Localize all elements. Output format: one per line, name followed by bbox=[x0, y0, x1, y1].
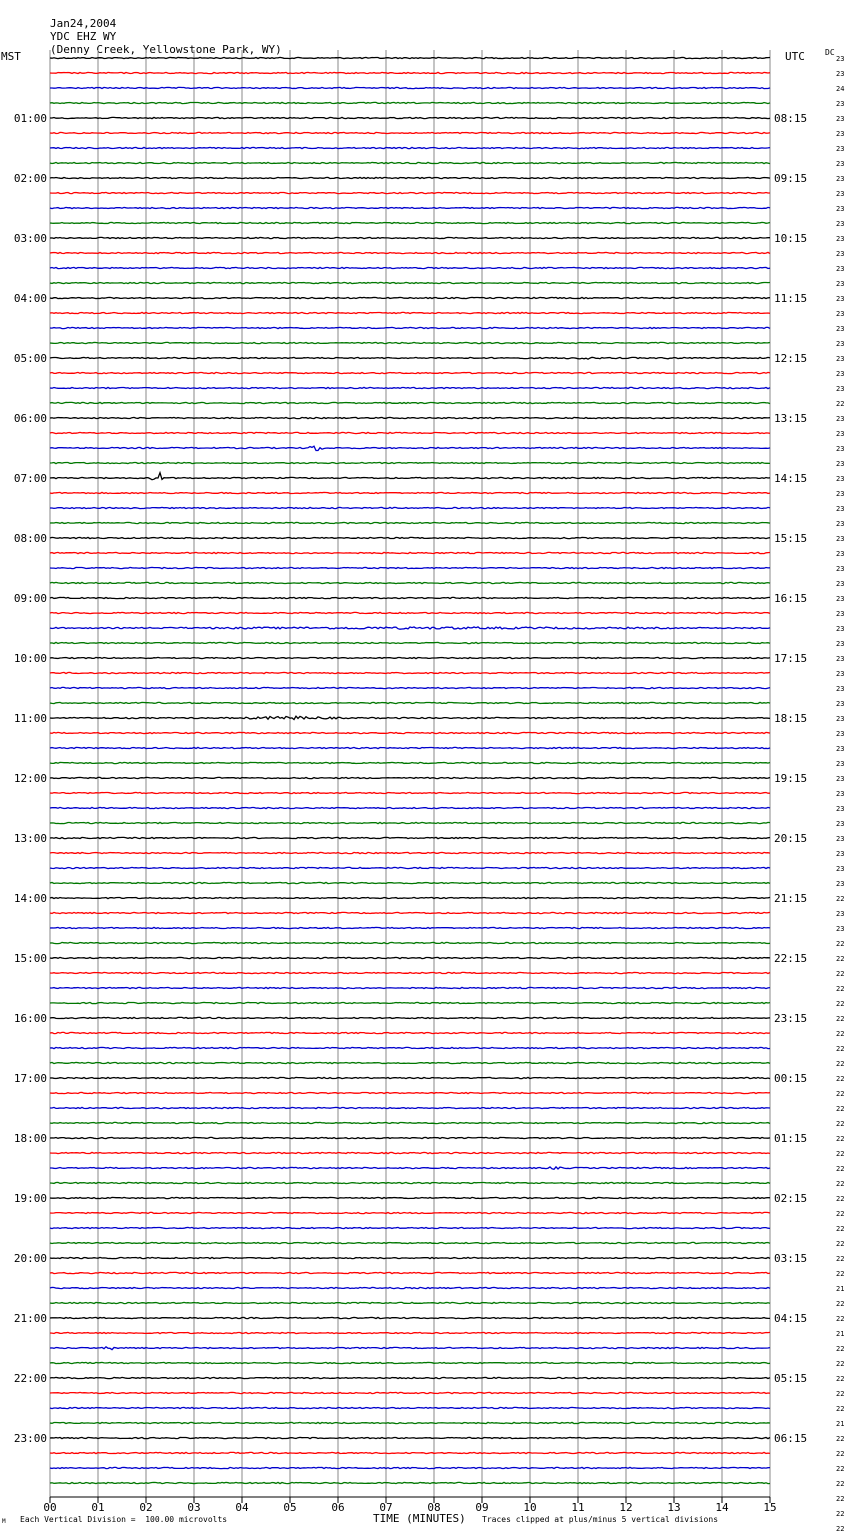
dc-offset-label: 22 bbox=[836, 895, 845, 903]
left-hour-label: 13:00 bbox=[13, 832, 47, 845]
station-label: YDC EHZ WY bbox=[50, 30, 117, 43]
x-tick-label: 01 bbox=[91, 1501, 105, 1514]
dc-offset-label: 23 bbox=[836, 850, 845, 858]
x-tick-label: 02 bbox=[139, 1501, 153, 1514]
dc-offset-label: 22 bbox=[836, 1405, 845, 1413]
left-hour-label: 18:00 bbox=[13, 1132, 47, 1145]
trace-line bbox=[50, 327, 770, 328]
trace-line bbox=[50, 402, 770, 403]
trace-line bbox=[50, 492, 770, 493]
dc-offset-label: 23 bbox=[836, 310, 845, 318]
x-tick-label: 05 bbox=[283, 1501, 297, 1514]
trace-line bbox=[50, 162, 770, 163]
right-hour-label: 23:15 bbox=[774, 1012, 808, 1025]
trace-line bbox=[50, 222, 770, 223]
trace-line bbox=[50, 762, 770, 763]
x-tick-label: 14 bbox=[715, 1501, 729, 1514]
trace-line bbox=[50, 1122, 770, 1123]
dc-offset-label: 23 bbox=[836, 385, 845, 393]
trace-line bbox=[50, 237, 770, 238]
trace-line bbox=[50, 792, 770, 793]
trace-line bbox=[50, 1182, 770, 1183]
trace-line bbox=[50, 657, 770, 658]
trace-line bbox=[50, 1287, 770, 1288]
right-hour-label: 20:15 bbox=[774, 832, 808, 845]
trace-line bbox=[50, 957, 770, 958]
dc-offset-label: 23 bbox=[836, 265, 845, 273]
trace-line bbox=[50, 627, 770, 629]
x-tick-label: 03 bbox=[187, 1501, 201, 1514]
trace-line bbox=[50, 1452, 770, 1453]
trace-line bbox=[50, 1302, 770, 1303]
dc-offset-label: 23 bbox=[836, 835, 845, 843]
right-hour-label: 17:15 bbox=[774, 652, 808, 665]
trace-line bbox=[50, 462, 770, 463]
dc-offset-label: 22 bbox=[836, 1390, 845, 1398]
dc-offset-label: 23 bbox=[836, 430, 845, 438]
dc-offset-label: 23 bbox=[836, 475, 845, 483]
trace-line bbox=[50, 807, 770, 808]
dc-offset-label: 22 bbox=[836, 1360, 845, 1368]
dc-offset-label: 22 bbox=[836, 1270, 845, 1278]
left-hour-label: 09:00 bbox=[13, 592, 47, 605]
right-hour-label: 08:15 bbox=[774, 112, 808, 125]
trace-line bbox=[50, 1002, 770, 1003]
left-zone-label: MST bbox=[1, 50, 21, 63]
dc-offset-label: 23 bbox=[836, 535, 845, 543]
dc-offset-label: 22 bbox=[836, 1300, 845, 1308]
dc-offset-label: 22 bbox=[836, 940, 845, 948]
right-hour-label: 18:15 bbox=[774, 712, 808, 725]
left-hour-label: 06:00 bbox=[13, 412, 47, 425]
left-hour-label: 16:00 bbox=[13, 1012, 47, 1025]
trace-line bbox=[50, 1317, 770, 1318]
trace-line bbox=[50, 1062, 770, 1063]
trace-line bbox=[50, 132, 770, 133]
trace-line bbox=[50, 252, 770, 253]
trace-line bbox=[50, 1392, 770, 1393]
trace-line bbox=[50, 642, 770, 643]
dc-offset-label: 23 bbox=[836, 910, 845, 918]
trace-line bbox=[50, 312, 770, 313]
trace-line bbox=[50, 927, 770, 928]
dc-offset-label: 23 bbox=[836, 775, 845, 783]
left-hour-label: 04:00 bbox=[13, 292, 47, 305]
dc-offset-label: 22 bbox=[836, 1525, 845, 1533]
trace-line bbox=[50, 446, 770, 450]
trace-line bbox=[50, 1272, 770, 1273]
dc-offset-label: 23 bbox=[836, 805, 845, 813]
dc-offset-label: 23 bbox=[836, 655, 845, 663]
dc-offset-label: 23 bbox=[836, 190, 845, 198]
trace-line bbox=[50, 1257, 770, 1258]
trace-line bbox=[50, 432, 770, 433]
x-axis-title: TIME (MINUTES) bbox=[373, 1512, 466, 1525]
dc-label: DC bbox=[825, 48, 835, 57]
dc-offset-label: 23 bbox=[836, 235, 845, 243]
x-tick-label: 00 bbox=[43, 1501, 57, 1514]
trace-line bbox=[50, 522, 770, 523]
trace-line bbox=[50, 687, 770, 688]
left-hour-label: 10:00 bbox=[13, 652, 47, 665]
corner-mark: M bbox=[2, 1518, 6, 1525]
trace-line bbox=[50, 1482, 770, 1483]
trace-line bbox=[50, 282, 770, 283]
left-hour-label: 07:00 bbox=[13, 472, 47, 485]
trace-line bbox=[50, 72, 770, 73]
dc-offset-label: 21 bbox=[836, 1285, 845, 1293]
dc-offset-label: 22 bbox=[836, 1240, 845, 1248]
dc-offset-label: 22 bbox=[836, 1120, 845, 1128]
trace-line bbox=[50, 1467, 770, 1468]
dc-offset-label: 23 bbox=[836, 295, 845, 303]
dc-offset-label: 22 bbox=[836, 1105, 845, 1113]
right-hour-label: 09:15 bbox=[774, 172, 808, 185]
right-hour-label: 01:15 bbox=[774, 1132, 808, 1145]
dc-offset-label: 22 bbox=[836, 1450, 845, 1458]
dc-offset-label: 23 bbox=[836, 595, 845, 603]
right-hour-label: 12:15 bbox=[774, 352, 808, 365]
dc-offset-label: 23 bbox=[836, 670, 845, 678]
trace-line bbox=[50, 537, 770, 538]
dc-offset-label: 24 bbox=[836, 85, 845, 93]
dc-offset-label: 23 bbox=[836, 100, 845, 108]
dc-offset-label: 22 bbox=[836, 1495, 845, 1503]
trace-line bbox=[50, 387, 770, 388]
dc-offset-label: 23 bbox=[836, 250, 845, 258]
dc-offset-label: 22 bbox=[836, 1480, 845, 1488]
trace-line bbox=[50, 117, 770, 118]
dc-offset-label: 23 bbox=[836, 925, 845, 933]
trace-line bbox=[50, 1332, 770, 1333]
trace-line bbox=[50, 716, 770, 719]
trace-line bbox=[50, 207, 770, 208]
dc-offset-label: 22 bbox=[836, 1465, 845, 1473]
dc-offset-label: 22 bbox=[836, 1210, 845, 1218]
trace-line bbox=[50, 612, 770, 613]
x-tick-label: 12 bbox=[619, 1501, 633, 1514]
right-hour-label: 19:15 bbox=[774, 772, 808, 785]
trace-line bbox=[50, 1017, 770, 1018]
trace-line bbox=[50, 57, 770, 58]
trace-line bbox=[50, 1422, 770, 1423]
right-hour-label: 15:15 bbox=[774, 532, 808, 545]
dc-offset-label: 23 bbox=[836, 790, 845, 798]
clip-note: Traces clipped at plus/minus 5 vertical divisions bbox=[482, 1515, 719, 1524]
dc-offset-label: 22 bbox=[836, 1030, 845, 1038]
trace-line bbox=[50, 867, 770, 868]
right-hour-label: 16:15 bbox=[774, 592, 808, 605]
dc-offset-label: 22 bbox=[836, 1180, 845, 1188]
trace-line bbox=[50, 147, 770, 148]
x-tick-label: 15 bbox=[763, 1501, 777, 1514]
dc-offset-label: 22 bbox=[836, 1015, 845, 1023]
x-tick-label: 08 bbox=[427, 1501, 441, 1514]
x-tick-label: 11 bbox=[571, 1501, 585, 1514]
dc-offset-label: 23 bbox=[836, 685, 845, 693]
trace-line bbox=[50, 1047, 770, 1048]
dc-offset-label: 23 bbox=[836, 610, 845, 618]
x-tick-label: 06 bbox=[331, 1501, 345, 1514]
right-hour-label: 10:15 bbox=[774, 232, 808, 245]
dc-offset-label: 22 bbox=[836, 1225, 845, 1233]
trace-line bbox=[50, 567, 770, 568]
dc-offset-label: 23 bbox=[836, 565, 845, 573]
left-hour-label: 19:00 bbox=[13, 1192, 47, 1205]
left-hour-label: 17:00 bbox=[13, 1072, 47, 1085]
dc-offset-label: 23 bbox=[836, 460, 845, 468]
dc-offset-label: 22 bbox=[836, 1090, 845, 1098]
trace-line bbox=[50, 1137, 770, 1138]
right-hour-label: 02:15 bbox=[774, 1192, 808, 1205]
trace-line bbox=[50, 732, 770, 733]
trace-line bbox=[50, 1347, 770, 1350]
dc-offset-label: 23 bbox=[836, 505, 845, 513]
dc-offset-label: 23 bbox=[836, 730, 845, 738]
dc-offset-label: 23 bbox=[836, 325, 845, 333]
trace-line bbox=[50, 1077, 770, 1078]
trace-line bbox=[50, 177, 770, 178]
dc-offset-label: 22 bbox=[836, 1435, 845, 1443]
trace-line bbox=[50, 987, 770, 988]
trace-line bbox=[50, 1167, 770, 1169]
left-hour-label: 11:00 bbox=[13, 712, 47, 725]
dc-offset-label: 23 bbox=[836, 130, 845, 138]
dc-offset-label: 23 bbox=[836, 490, 845, 498]
dc-offset-label: 23 bbox=[836, 370, 845, 378]
trace-line bbox=[50, 672, 770, 673]
trace-line bbox=[50, 87, 770, 88]
trace-line bbox=[50, 417, 770, 418]
trace-line bbox=[50, 897, 770, 898]
dc-offset-label: 22 bbox=[836, 970, 845, 978]
left-hour-label: 23:00 bbox=[13, 1432, 47, 1445]
trace-line bbox=[50, 1197, 770, 1198]
right-hour-label: 00:15 bbox=[774, 1072, 808, 1085]
dc-offset-label: 23 bbox=[836, 355, 845, 363]
dc-offset-label: 23 bbox=[836, 640, 845, 648]
trace-line bbox=[50, 1107, 770, 1108]
trace-line bbox=[50, 972, 770, 973]
left-hour-label: 03:00 bbox=[13, 232, 47, 245]
dc-offset-label: 23 bbox=[836, 880, 845, 888]
dc-offset-label: 23 bbox=[836, 205, 845, 213]
right-hour-label: 06:15 bbox=[774, 1432, 808, 1445]
location-label: (Denny Creek, Yellowstone Park, WY) bbox=[50, 43, 282, 56]
dc-offset-label: 22 bbox=[836, 1195, 845, 1203]
right-hour-label: 21:15 bbox=[774, 892, 808, 905]
left-hour-label: 14:00 bbox=[13, 892, 47, 905]
x-tick-label: 04 bbox=[235, 1501, 249, 1514]
dc-offset-label: 23 bbox=[836, 625, 845, 633]
dc-offset-label: 22 bbox=[836, 1135, 845, 1143]
dc-offset-label: 22 bbox=[836, 400, 845, 408]
dc-offset-label: 23 bbox=[836, 160, 845, 168]
trace-line bbox=[50, 1227, 770, 1228]
trace-line bbox=[50, 597, 770, 598]
dc-offset-label: 21 bbox=[836, 1420, 845, 1428]
dc-offset-label: 22 bbox=[836, 1510, 845, 1518]
right-hour-label: 11:15 bbox=[774, 292, 808, 305]
left-hour-label: 08:00 bbox=[13, 532, 47, 545]
x-tick-label: 07 bbox=[379, 1501, 393, 1514]
dc-offset-label: 22 bbox=[836, 985, 845, 993]
trace-line bbox=[50, 822, 770, 823]
dc-offset-label: 23 bbox=[836, 700, 845, 708]
dc-offset-label: 23 bbox=[836, 550, 845, 558]
trace-line bbox=[50, 1152, 770, 1153]
right-hour-label: 22:15 bbox=[774, 952, 808, 965]
right-zone-label: UTC bbox=[785, 50, 805, 63]
trace-line bbox=[50, 342, 770, 343]
dc-offset-label: 23 bbox=[836, 340, 845, 348]
dc-offset-label: 22 bbox=[836, 1375, 845, 1383]
trace-line bbox=[50, 747, 770, 748]
dc-offset-label: 23 bbox=[836, 115, 845, 123]
dc-offset-label: 21 bbox=[836, 1330, 845, 1338]
dc-offset-label: 22 bbox=[836, 1255, 845, 1263]
dc-offset-label: 22 bbox=[836, 1165, 845, 1173]
dc-offset-label: 22 bbox=[836, 1150, 845, 1158]
trace-line bbox=[50, 852, 770, 853]
x-tick-label: 13 bbox=[667, 1501, 681, 1514]
dc-offset-label: 22 bbox=[836, 1000, 845, 1008]
trace-line bbox=[50, 297, 770, 298]
right-hour-label: 03:15 bbox=[774, 1252, 808, 1265]
dc-offset-label: 23 bbox=[836, 865, 845, 873]
dc-offset-label: 22 bbox=[836, 1075, 845, 1083]
dc-offset-label: 22 bbox=[836, 955, 845, 963]
dc-offset-label: 22 bbox=[836, 1045, 845, 1053]
dc-offset-label: 23 bbox=[836, 280, 845, 288]
left-hour-label: 21:00 bbox=[13, 1312, 47, 1325]
trace-line bbox=[50, 837, 770, 838]
trace-line bbox=[50, 1242, 770, 1243]
dc-offset-label: 23 bbox=[836, 715, 845, 723]
trace-line bbox=[50, 192, 770, 193]
left-hour-label: 15:00 bbox=[13, 952, 47, 965]
trace-line bbox=[50, 552, 770, 553]
left-hour-label: 20:00 bbox=[13, 1252, 47, 1265]
right-hour-label: 04:15 bbox=[774, 1312, 808, 1325]
left-hour-label: 05:00 bbox=[13, 352, 47, 365]
dc-offset-label: 23 bbox=[836, 760, 845, 768]
trace-line bbox=[50, 1407, 770, 1408]
trace-line bbox=[50, 372, 770, 373]
left-hour-label: 22:00 bbox=[13, 1372, 47, 1385]
trace-line bbox=[50, 1437, 770, 1438]
trace-line bbox=[50, 702, 770, 703]
dc-offset-label: 22 bbox=[836, 1345, 845, 1353]
dc-offset-label: 22 bbox=[836, 1060, 845, 1068]
trace-line bbox=[50, 102, 770, 103]
trace-line bbox=[50, 942, 770, 943]
dc-offset-label: 23 bbox=[836, 220, 845, 228]
trace-line bbox=[50, 1212, 770, 1213]
trace-line bbox=[50, 1362, 770, 1363]
dc-offset-label: 23 bbox=[836, 175, 845, 183]
trace-line bbox=[50, 473, 770, 480]
dc-offset-label: 23 bbox=[836, 580, 845, 588]
trace-line bbox=[50, 882, 770, 883]
dc-offset-label: 23 bbox=[836, 55, 845, 63]
dc-offset-label: 23 bbox=[836, 415, 845, 423]
trace-line bbox=[50, 912, 770, 913]
trace-line bbox=[50, 1032, 770, 1033]
trace-line bbox=[50, 357, 770, 359]
trace-line bbox=[50, 582, 770, 583]
trace-line bbox=[50, 1092, 770, 1093]
scale-note: Each Vertical Division = 100.00 microvolts bbox=[20, 1515, 228, 1524]
trace-line bbox=[50, 1377, 770, 1378]
left-hour-label: 02:00 bbox=[13, 172, 47, 185]
dc-offset-label: 23 bbox=[836, 520, 845, 528]
trace-line bbox=[50, 777, 770, 778]
right-hour-label: 13:15 bbox=[774, 412, 808, 425]
left-hour-label: 12:00 bbox=[13, 772, 47, 785]
date-label: Jan24,2004 bbox=[50, 17, 117, 30]
dc-offset-label: 23 bbox=[836, 70, 845, 78]
dc-offset-label: 23 bbox=[836, 445, 845, 453]
x-tick-label: 09 bbox=[475, 1501, 489, 1514]
left-hour-label: 01:00 bbox=[13, 112, 47, 125]
trace-line bbox=[50, 507, 770, 508]
dc-offset-label: 23 bbox=[836, 820, 845, 828]
dc-offset-label: 23 bbox=[836, 145, 845, 153]
x-tick-label: 10 bbox=[523, 1501, 537, 1514]
right-hour-label: 14:15 bbox=[774, 472, 808, 485]
right-hour-label: 05:15 bbox=[774, 1372, 808, 1385]
trace-line bbox=[50, 267, 770, 268]
dc-offset-label: 23 bbox=[836, 745, 845, 753]
dc-offset-label: 22 bbox=[836, 1315, 845, 1323]
